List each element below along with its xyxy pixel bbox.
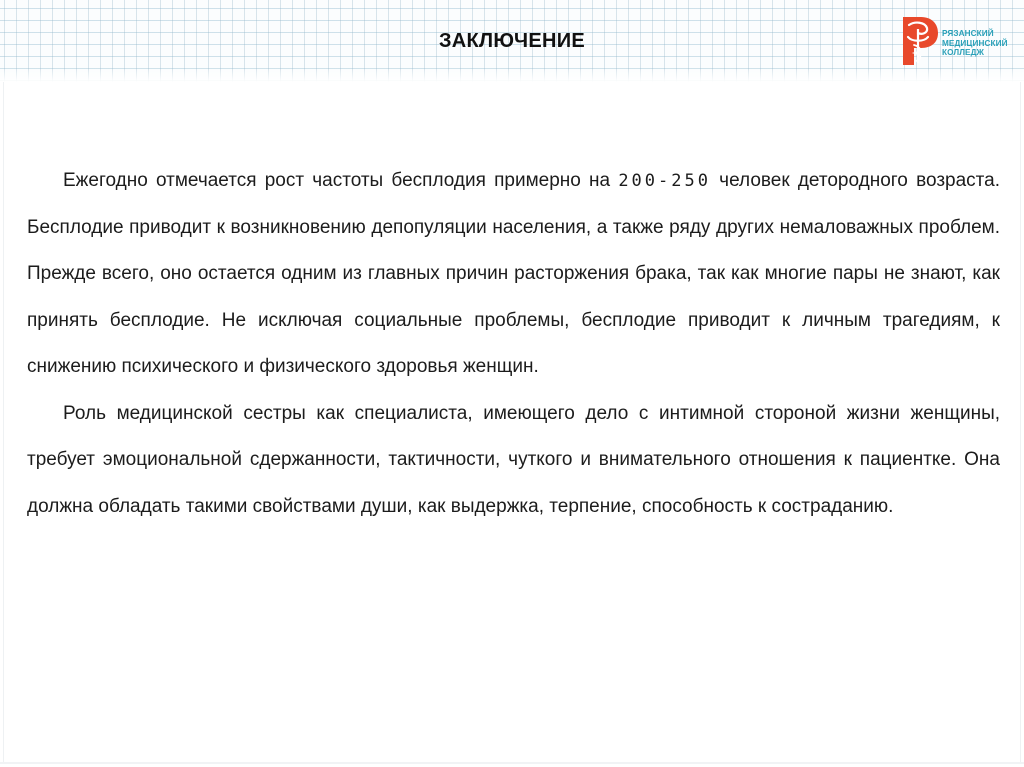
slide-body <box>27 158 1000 530</box>
college-name-line-1: РЯЗАНСКИЙ <box>942 29 994 38</box>
slide-border-bottom <box>0 762 1024 764</box>
slide-border-left <box>3 82 4 762</box>
paragraph-1-text-before: Ежегодно отмечается рост частоты бесплодия примерно на <box>63 170 619 191</box>
paragraph-nurse-role: Роль медицинской сестры как специалиста, имеющего дело с интимной стороной жизни женщины, требует эмоциональной сдержанности, тактичности, чуткого и внимательного отношения к пациентке. Она должна обладать такими свойствами души, как выдержка, терпение, способность к состраданию. <box>27 402 1000 517</box>
college-logo <box>901 15 1021 67</box>
paragraph-1-text-after: человек детородного возраста. Бесплодие приводит к возникновению депопуляции населения, а также ряду других немаловажных проблем. Прежде всего, оно остается одним из главных причин расторжения брака, так как многие пары не знают, как принять бесплодие. Не исключая социальные проблемы, бесплодие приводит к личным трагедиям, к снижению психического и физического здоровья женщин. <box>27 170 1000 377</box>
slide-title: ЗАКЛЮЧЕНИЕ <box>438 30 586 52</box>
slide-border-right <box>1020 82 1021 762</box>
paragraph-infertility-stats <box>27 158 1000 391</box>
college-name-line-2: МЕДИЦИНСКИЙ <box>942 38 1008 48</box>
college-name-line-3: КОЛЛЕДЖ <box>942 48 985 57</box>
rod-of-asclepius-r-icon <box>901 15 939 67</box>
paragraph-1-number: 200-250 <box>618 171 711 191</box>
college-name <box>942 29 1008 58</box>
